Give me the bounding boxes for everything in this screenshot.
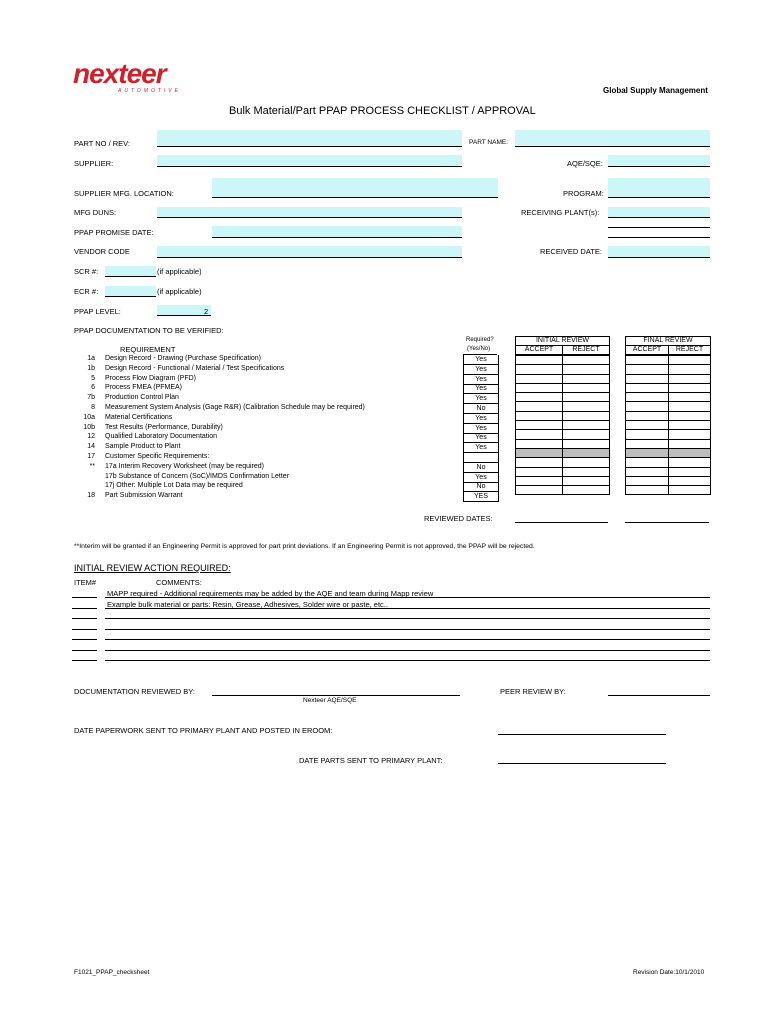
review-grid-row — [626, 430, 711, 439]
reject-cell[interactable] — [563, 476, 610, 485]
accept-cell[interactable] — [516, 411, 563, 420]
checklist-item-text: Production Control Plan — [105, 394, 179, 402]
review-grid-row — [626, 439, 711, 448]
part-name-label: PART NAME: — [469, 139, 509, 146]
interim-note: **Interim will be granted if an Engineering Permit is approved for part print deviations. If an Engineering Permit is not approved, the PPAP will be rejected. — [74, 543, 535, 550]
reject-cell[interactable] — [669, 393, 711, 402]
reject-cell[interactable] — [563, 486, 610, 495]
reject-cell[interactable] — [669, 402, 711, 411]
reject-cell[interactable] — [563, 421, 610, 430]
doc-verified-label: PPAP DOCUMENTATION TO BE VERIFIED: — [74, 326, 224, 335]
ecr-note: (if applicable) — [157, 287, 202, 296]
checklist-required-cell[interactable]: No — [463, 404, 499, 414]
reject-cell[interactable] — [563, 383, 610, 392]
date-paperwork-label: DATE PAPERWORK SENT TO PRIMARY PLANT AND POSTED IN EROOM: — [74, 726, 333, 735]
initial-review-grid[interactable] — [515, 355, 610, 495]
review-grid-row — [626, 486, 711, 495]
accept-cell[interactable] — [626, 486, 669, 495]
accept-cell[interactable] — [516, 486, 563, 495]
review-grid-row — [626, 365, 711, 374]
accept-cell[interactable] — [626, 430, 669, 439]
checklist-required-cell[interactable]: Yes — [463, 414, 499, 424]
comment-line[interactable] — [105, 608, 710, 609]
checklist-item-number: 5 — [91, 374, 95, 382]
checklist-item-text: Sample Product to Plant — [105, 443, 181, 451]
reject-cell[interactable] — [563, 411, 610, 420]
final-reject-header: REJECT — [668, 345, 711, 355]
checklist-required-cell[interactable]: Yes — [463, 365, 499, 375]
doc-reviewed-label: DOCUMENTATION REVIEWED BY: — [74, 687, 195, 696]
checklist-required-cell[interactable]: Yes — [463, 443, 499, 453]
checklist-item-text: Process FMEA (PFMEA) — [105, 384, 183, 392]
supplier-label: SUPPLIER: — [74, 159, 114, 168]
program-field[interactable] — [608, 178, 710, 197]
comment-line[interactable] — [105, 629, 710, 630]
reject-cell[interactable] — [669, 383, 711, 392]
checklist-item-number: 6 — [91, 384, 95, 392]
part-no-label: PART NO / REV: — [74, 139, 130, 148]
part-no-field[interactable] — [157, 130, 462, 146]
initial-reject-header: REJECT — [562, 345, 610, 355]
review-grid-row — [516, 393, 610, 402]
scr-label: SCR #: — [74, 267, 99, 276]
action-title: INITIAL REVIEW ACTION REQUIRED: — [74, 563, 231, 573]
accept-cell[interactable] — [626, 458, 669, 467]
review-grid-row — [516, 467, 610, 476]
nexteer-logo: nexteer — [73, 58, 166, 89]
accept-cell[interactable] — [626, 374, 669, 383]
review-grid-row — [516, 356, 610, 365]
scr-note: (if applicable) — [157, 267, 202, 276]
accept-cell[interactable] — [626, 476, 669, 485]
supplier-mfg-field[interactable] — [212, 178, 498, 197]
checklist-item-text: Process Flow Diagram (PFD) — [105, 374, 197, 382]
accept-cell[interactable] — [516, 448, 563, 457]
review-grid-row — [516, 374, 610, 383]
item-number-line[interactable] — [72, 618, 97, 619]
vendor-code-label: VENDOR CODE — [74, 247, 130, 256]
review-grid-row — [516, 486, 610, 495]
accept-cell[interactable] — [516, 421, 563, 430]
accept-cell[interactable] — [516, 402, 563, 411]
checklist-required-cell[interactable]: Yes — [463, 384, 499, 394]
reject-cell[interactable] — [669, 411, 711, 420]
reject-cell[interactable] — [669, 374, 711, 383]
review-grid-row — [516, 476, 610, 485]
reject-cell[interactable] — [669, 467, 711, 476]
accept-cell[interactable] — [516, 365, 563, 374]
checklist-item-text: Customer Specific Requirements: — [105, 453, 210, 460]
reject-cell[interactable] — [563, 356, 610, 365]
accept-cell[interactable] — [516, 393, 563, 402]
item-number-line[interactable] — [72, 629, 97, 630]
checklist-item-number: 14 — [87, 443, 95, 451]
checklist-item-number: 1b — [87, 364, 95, 372]
received-date-field[interactable] — [608, 246, 710, 257]
review-grid-row — [516, 430, 610, 439]
nexteer-aqe-caption: Nexteer AQE/SQE — [303, 697, 357, 704]
checklist-item-number: ** — [89, 462, 95, 470]
form-id: F1021_PPAP_checksheet — [74, 969, 150, 976]
yesno-header: (Yes/No) — [467, 346, 491, 352]
final-accept-header: ACCEPT — [625, 345, 669, 355]
checklist-item-number: 7b — [87, 394, 95, 402]
checklist-required-cell[interactable]: Yes — [463, 433, 499, 443]
review-grid-row — [516, 458, 610, 467]
receiving-plant-label: RECEIVING PLANT(s): — [521, 208, 600, 217]
checklist-item-text: 17b Substance of Concern (SoC)/IMDS Confirmation Letter — [105, 472, 290, 480]
accept-cell[interactable] — [626, 411, 669, 420]
checklist-item-text: Measurement System Analysis (Gage R&R) (Calibration Schedule may be required) — [105, 404, 365, 411]
review-grid-row — [626, 476, 711, 485]
reject-cell[interactable] — [669, 421, 711, 430]
checklist-required-cell[interactable]: YES — [463, 492, 499, 502]
part-name-field[interactable] — [515, 130, 710, 146]
accept-cell[interactable] — [626, 393, 669, 402]
accept-cell[interactable] — [626, 467, 669, 476]
accept-cell[interactable] — [516, 458, 563, 467]
checklist-item-text: Part Submission Warrant — [105, 492, 183, 500]
item-number-line[interactable] — [72, 639, 97, 640]
ppap-promise-label: PPAP PROMISE DATE: — [74, 228, 154, 237]
date-parts-label: DATE PARTS SENT TO PRIMARY PLANT: — [299, 756, 443, 765]
review-grid-row — [626, 356, 711, 365]
comment-line[interactable] — [105, 639, 710, 640]
item-number-line[interactable] — [72, 608, 97, 609]
aqe-field[interactable] — [608, 155, 710, 166]
checklist-item-number: 10b — [83, 423, 95, 431]
reject-cell[interactable] — [669, 430, 711, 439]
revision-date: Revision Date:10/1/2010 — [633, 969, 705, 976]
accept-cell[interactable] — [626, 421, 669, 430]
final-review-header: FINAL REVIEW — [625, 336, 711, 346]
checklist-item-text: 17a Interim Recovery Worksheet (may be required) — [105, 462, 264, 470]
checklist-item-text: Test Results (Performance, Durability) — [105, 423, 223, 431]
checklist-required-cell[interactable]: No — [463, 463, 499, 473]
checklist-item-number: 10a — [83, 413, 95, 421]
accept-cell[interactable] — [516, 439, 563, 448]
page-title: Bulk Material/Part PPAP PROCESS CHECKLIST / APPROVAL — [229, 105, 536, 117]
action-comment-1[interactable]: MAPP required - Additional requirements may be added by the AQE and team during Mapp review — [107, 589, 434, 598]
ppap-level-label: PPAP LEVEL: — [74, 307, 121, 316]
checklist-item-text: Design Record - Drawing (Purchase Specification) — [105, 355, 262, 362]
checklist-item-number: 17 — [87, 453, 95, 460]
received-date-label: RECEIVED DATE: — [540, 247, 602, 256]
comment-line[interactable] — [105, 660, 710, 661]
reject-cell[interactable] — [669, 486, 711, 495]
initial-review-header: INITIAL REVIEW — [515, 336, 610, 346]
ecr-field[interactable] — [105, 286, 156, 296]
review-grid-row — [626, 402, 711, 411]
reject-cell[interactable] — [669, 476, 711, 485]
accept-cell[interactable] — [516, 374, 563, 383]
reject-cell[interactable] — [563, 448, 610, 457]
comment-line[interactable] — [105, 650, 710, 651]
requirement-header: REQUIREMENT — [120, 345, 176, 354]
checklist-required-cell[interactable] — [463, 453, 499, 463]
aqe-label: AQE/SQE: — [567, 159, 603, 168]
mfg-duns-field[interactable] — [157, 207, 462, 217]
checklist-item-number: 12 — [87, 433, 95, 441]
logo-subtitle: AUTOMOTIVE — [118, 88, 181, 94]
initial-accept-header: ACCEPT — [515, 345, 563, 355]
accept-cell[interactable] — [626, 439, 669, 448]
reject-cell[interactable] — [563, 467, 610, 476]
review-grid-row — [626, 393, 711, 402]
accept-cell[interactable] — [626, 365, 669, 374]
reject-cell[interactable] — [563, 439, 610, 448]
review-grid-row — [516, 383, 610, 392]
ppap-level-field[interactable] — [157, 305, 211, 315]
review-grid-row — [516, 448, 610, 457]
checklist-required-cell[interactable]: Yes — [463, 394, 499, 404]
comments-header: COMMENTS: — [156, 578, 202, 587]
checklist-required-cell[interactable]: Yes — [463, 473, 499, 483]
accept-cell[interactable] — [516, 356, 563, 365]
receiving-plant-field[interactable] — [608, 207, 710, 217]
reject-cell[interactable] — [563, 430, 610, 439]
vendor-code-field[interactable] — [157, 246, 462, 257]
review-grid-row — [516, 411, 610, 420]
reject-cell[interactable] — [563, 458, 610, 467]
comment-line[interactable] — [105, 597, 710, 598]
review-grid-row — [626, 467, 711, 476]
reject-cell[interactable] — [669, 439, 711, 448]
checklist-item-text: Qualified Laboratory Documentation — [105, 433, 218, 441]
accept-cell[interactable] — [516, 467, 563, 476]
review-grid-row — [626, 448, 711, 457]
review-grid-row — [626, 421, 711, 430]
review-grid-row — [516, 439, 610, 448]
review-grid-row — [516, 365, 610, 374]
reject-cell[interactable] — [669, 365, 711, 374]
item-number-line[interactable] — [72, 650, 97, 651]
checklist-required-cell[interactable]: Yes — [463, 355, 499, 365]
org-name: Global Supply Management — [603, 86, 708, 95]
ppap-level-value: 2 — [204, 307, 209, 316]
checklist-item-number: 8 — [91, 404, 95, 411]
reject-cell[interactable] — [563, 393, 610, 402]
action-comment-2[interactable]: Example bulk material or parts: Resin, Grease, Adhesives, Solder wire or paste, etc.. — [107, 600, 388, 609]
accept-cell[interactable] — [626, 383, 669, 392]
review-grid-row — [626, 383, 711, 392]
checklist-item-text: Design Record - Functional / Material / Test Specifications — [105, 364, 285, 372]
reject-cell[interactable] — [563, 365, 610, 374]
checklist-required-cell[interactable]: Yes — [463, 424, 499, 434]
checklist-item-number: 18 — [87, 492, 95, 500]
review-grid-row — [626, 458, 711, 467]
final-review-grid[interactable] — [625, 355, 711, 495]
checklist-item-number: 1a — [87, 355, 95, 362]
item-number-line[interactable] — [72, 660, 97, 661]
reject-cell[interactable] — [563, 402, 610, 411]
checklist-required-cell[interactable]: Yes — [463, 375, 499, 385]
ppap-promise-field[interactable] — [212, 226, 462, 237]
program-label: PROGRAM: — [563, 189, 604, 198]
item-header: ITEM# — [74, 578, 97, 587]
checklist-item-text: 17j Other: Multiple Lot Data may be required — [105, 482, 243, 490]
mfg-duns-label: MFG DUNS: — [74, 208, 117, 217]
supplier-mfg-label: SUPPLIER MFG. LOCATION: — [74, 189, 174, 198]
accept-cell[interactable] — [516, 476, 563, 485]
checklist-item-text: Material Certifications — [105, 413, 173, 421]
ecr-label: ECR #: — [74, 287, 99, 296]
review-grid-row — [516, 402, 610, 411]
accept-cell[interactable] — [626, 402, 669, 411]
accept-cell[interactable] — [626, 448, 669, 457]
supplier-field[interactable] — [157, 155, 462, 166]
reviewed-dates-label: REVIEWED DATES: — [424, 514, 493, 523]
review-grid-row — [626, 374, 711, 383]
required-header: Required? — [466, 337, 494, 343]
review-grid-row — [516, 421, 610, 430]
reject-cell[interactable] — [563, 374, 610, 383]
comment-line[interactable] — [105, 618, 710, 619]
accept-cell[interactable] — [626, 356, 669, 365]
reject-cell[interactable] — [669, 448, 711, 457]
reject-cell[interactable] — [669, 458, 711, 467]
accept-cell[interactable] — [516, 383, 563, 392]
scr-field[interactable] — [105, 266, 156, 276]
reject-cell[interactable] — [669, 356, 711, 365]
checklist-required-cell[interactable]: No — [463, 482, 499, 492]
item-number-line[interactable] — [72, 597, 97, 598]
review-grid-row — [626, 411, 711, 420]
accept-cell[interactable] — [516, 430, 563, 439]
peer-review-label: PEER REVIEW BY: — [500, 687, 566, 696]
